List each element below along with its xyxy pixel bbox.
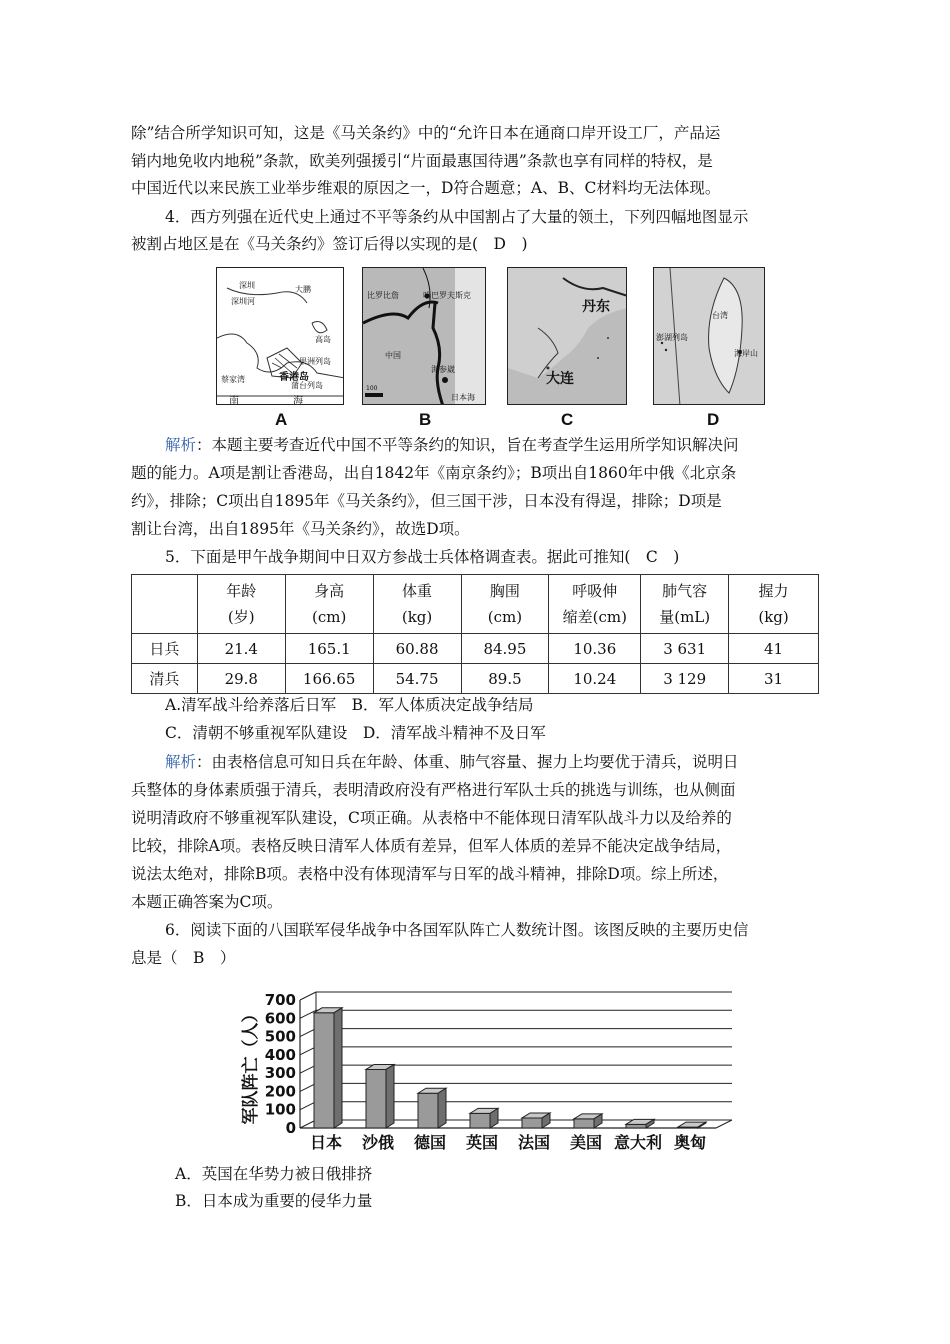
q4-explanation-4: 割让台湾，出自1895年《马关条约》，故选D项。 <box>131 520 470 538</box>
q4-explanation-1: 解析：本题主要考查近代中国不平等条约的知识，旨在考查学生运用所学知识解决问 <box>165 436 739 454</box>
y-tick-label: 700 <box>264 991 296 1009</box>
table-header-cell: 体重 (kg) <box>373 575 461 634</box>
map-b-drawing <box>363 268 486 405</box>
table-row <box>132 634 819 664</box>
table-cell: 60.88 <box>373 634 461 664</box>
q6-option-a: A．英国在华势力被日俄排挤 <box>175 1165 373 1183</box>
table-cell: 89.5 <box>461 664 549 694</box>
x-tick-label: 英国 <box>465 1133 499 1152</box>
bar-side <box>386 1064 394 1128</box>
x-tick-label: 美国 <box>569 1133 603 1152</box>
bar-front <box>574 1119 594 1128</box>
y-tick-label: 300 <box>264 1064 296 1083</box>
y-tick-label: 400 <box>264 1045 296 1064</box>
table-header-cell: 胸围 (cm) <box>461 575 549 634</box>
table-cell: 166.65 <box>285 664 373 694</box>
map-b-label-5: 日本海 <box>451 393 475 402</box>
table-cell: 29.8 <box>197 664 285 694</box>
map-b-label-6: 100 <box>366 385 378 392</box>
table-cell: 54.75 <box>373 664 461 694</box>
x-tick-label: 奥匈 <box>673 1133 707 1152</box>
q6-stem-1: 6．阅读下面的八国联军侵华战争中各国军队阵亡人数统计图。该图反映的主要历史信 <box>165 921 749 939</box>
table-header-cell: 年龄 (岁) <box>197 575 285 634</box>
soldier-table <box>131 574 819 694</box>
y-tick-label: 0 <box>285 1119 296 1137</box>
table-corner-cell <box>132 575 198 634</box>
bar-side <box>438 1088 446 1128</box>
q6-option-b: B．日本成为重要的侵华力量 <box>175 1192 373 1210</box>
gridline-side <box>300 992 316 1000</box>
map-b-label-4: 海参崴 <box>431 365 455 374</box>
q4-explanation-2: 题的能力。A项是割让香港岛，出自1842年《南京条约》；B项出自1860年中俄《北京条 <box>131 464 737 482</box>
x-tick-label: 法国 <box>517 1133 551 1152</box>
q5-explanation-2: 兵整体的身体素质强于清兵，表明清政府没有严格进行军队士兵的挑选与训练，也从侧面 <box>131 781 736 799</box>
x-tick-label: 日本 <box>309 1133 343 1152</box>
map-b-label-2: 哈巴罗夫斯克 <box>423 291 471 300</box>
table-header-cell: 呼吸伸 缩差(cm) <box>549 575 641 634</box>
map-b <box>362 267 486 405</box>
map-a-label-4: 高岛 <box>315 335 331 344</box>
map-a-label-3: 大鹏 <box>295 285 311 294</box>
y-tick-label: 200 <box>264 1082 296 1101</box>
q5-stem: 5．下面是甲午战争期间中日双方参战士兵体格调查表。据此可推知( C ) <box>165 548 680 566</box>
map-a-label-8: 南 <box>229 396 239 405</box>
x-tick-label: 意大利 <box>613 1133 663 1152</box>
q5-explanation-label: 解析 <box>165 753 197 771</box>
map-a-label-10: 蔡家湾 <box>221 375 245 384</box>
q5-explanation-3: 说明清政府不够重视军队建设，C项正确。从表格中不能体现日清军队战斗力以及给养的 <box>131 809 732 827</box>
bar-front <box>314 1013 334 1128</box>
map-a-label-7: 蒲台列岛 <box>291 381 323 390</box>
q4-explanation-label: 解析 <box>165 436 197 454</box>
table-header-cell: 肺气容 量(mL) <box>641 575 729 634</box>
table-header-cell: 身高 (cm) <box>285 575 373 634</box>
bar-front <box>522 1118 542 1128</box>
map-c-label-1: 丹东 <box>582 299 610 315</box>
table-header-cell: 握力 (kg) <box>729 575 819 634</box>
x-tick-label: 沙俄 <box>361 1133 395 1152</box>
table-cell: 31 <box>729 664 819 694</box>
bar-front <box>418 1093 438 1128</box>
y-tick-label: 500 <box>264 1027 296 1046</box>
map-a-label-1: 深圳 <box>239 281 255 290</box>
map-d <box>653 267 765 405</box>
q5-explanation-1: 解析：由表格信息可知日兵在年龄、体重、肺气容量、握力上均要优于清兵，说明日 <box>165 753 739 771</box>
map-a-label-2: 深圳河 <box>231 297 255 306</box>
q5-explanation-6: 本题正确答案为C项。 <box>131 893 283 911</box>
bar-side <box>334 1008 342 1128</box>
bar-front <box>470 1113 490 1128</box>
q5-options-1: A.清军战斗给养落后日军 B．军人体质决定战争结局 <box>165 696 534 714</box>
map-a <box>216 267 344 405</box>
bar-front <box>626 1124 646 1128</box>
map-a-label-9: 海 <box>293 396 303 405</box>
map-d-label-1: 台湾 <box>712 311 728 320</box>
map-c-label-2: 大连 <box>546 371 574 387</box>
table-cell: 3 129 <box>641 664 729 694</box>
text-line-2: 销内地免收内地税”条款，欧美列强援引“片面最惠国待遇”条款也享有同样的特权，是 <box>131 152 713 170</box>
map-b-caption: B <box>419 410 432 429</box>
map-d-label-3: 海岸山 <box>734 349 758 358</box>
table-cell: 84.95 <box>461 634 549 664</box>
x-tick-label: 德国 <box>413 1133 447 1152</box>
map-c <box>507 267 627 405</box>
q5-explanation-4: 比较，排除A项。表格反映日清军人体质有差异，但军人体质的差异不能决定战争结局， <box>131 837 732 855</box>
table-header-row <box>132 575 819 634</box>
table-cell: 165.1 <box>285 634 373 664</box>
y-tick-label: 100 <box>264 1100 296 1119</box>
map-c-caption: C <box>561 410 574 429</box>
map-b-label-3: 中国 <box>385 351 401 360</box>
y-tick-label: 600 <box>264 1009 296 1028</box>
map-d-caption: D <box>707 410 720 429</box>
q5-options-2: C．清朝不够重视军队建设 D．清军战斗精神不及日军 <box>165 724 546 742</box>
map-a-label-5: 香港岛 <box>279 372 309 383</box>
q4-stem-1: 4．西方列强在近代史上通过不平等条约从中国割占了大量的领土，下列四幅地图显示 <box>165 208 749 226</box>
text-line-3: 中国近代以来民族工业举步维艰的原因之一，D符合题意；A、B、C材料均无法体现。 <box>131 179 721 197</box>
bar-front <box>366 1069 386 1128</box>
q5-explanation-5: 说法太绝对，排除B项。表格中没有体现清军与日军的战斗精神，排除D项。综上所述， <box>131 865 729 883</box>
floor-edge <box>716 1120 732 1128</box>
table-cell: 21.4 <box>197 634 285 664</box>
map-a-label-6: 果洲列岛 <box>299 357 331 366</box>
table-cell: 10.36 <box>549 634 641 664</box>
casualty-bar-chart <box>238 980 738 1155</box>
map-a-caption: A <box>275 410 288 429</box>
table-cell: 3 631 <box>641 634 729 664</box>
text-line-1: 除”结合所学知识可知，这是《马关条约》中的“允许日本在通商口岸开设工厂，产品运 <box>131 124 721 142</box>
table-row <box>132 664 819 694</box>
map-d-label-2: 澎湖列岛 <box>656 333 688 342</box>
table-row-name: 清兵 <box>132 664 198 694</box>
table-cell: 41 <box>729 634 819 664</box>
q4-explanation-3: 约》，排除；C项出自1895年《马关条约》，但三国干涉，日本没有得逞，排除；D项是 <box>131 492 722 510</box>
y-axis-label: 军队阵亡（人） <box>241 1005 261 1125</box>
table-row-name: 日兵 <box>132 634 198 664</box>
q4-stem-2: 被割占地区是在《马关条约》签订后得以实现的是( D ) <box>131 235 528 253</box>
map-b-label-1: 比罗比詹 <box>367 291 399 300</box>
table-cell: 10.24 <box>549 664 641 694</box>
q6-stem-2: 息是（ B ） <box>131 949 236 967</box>
